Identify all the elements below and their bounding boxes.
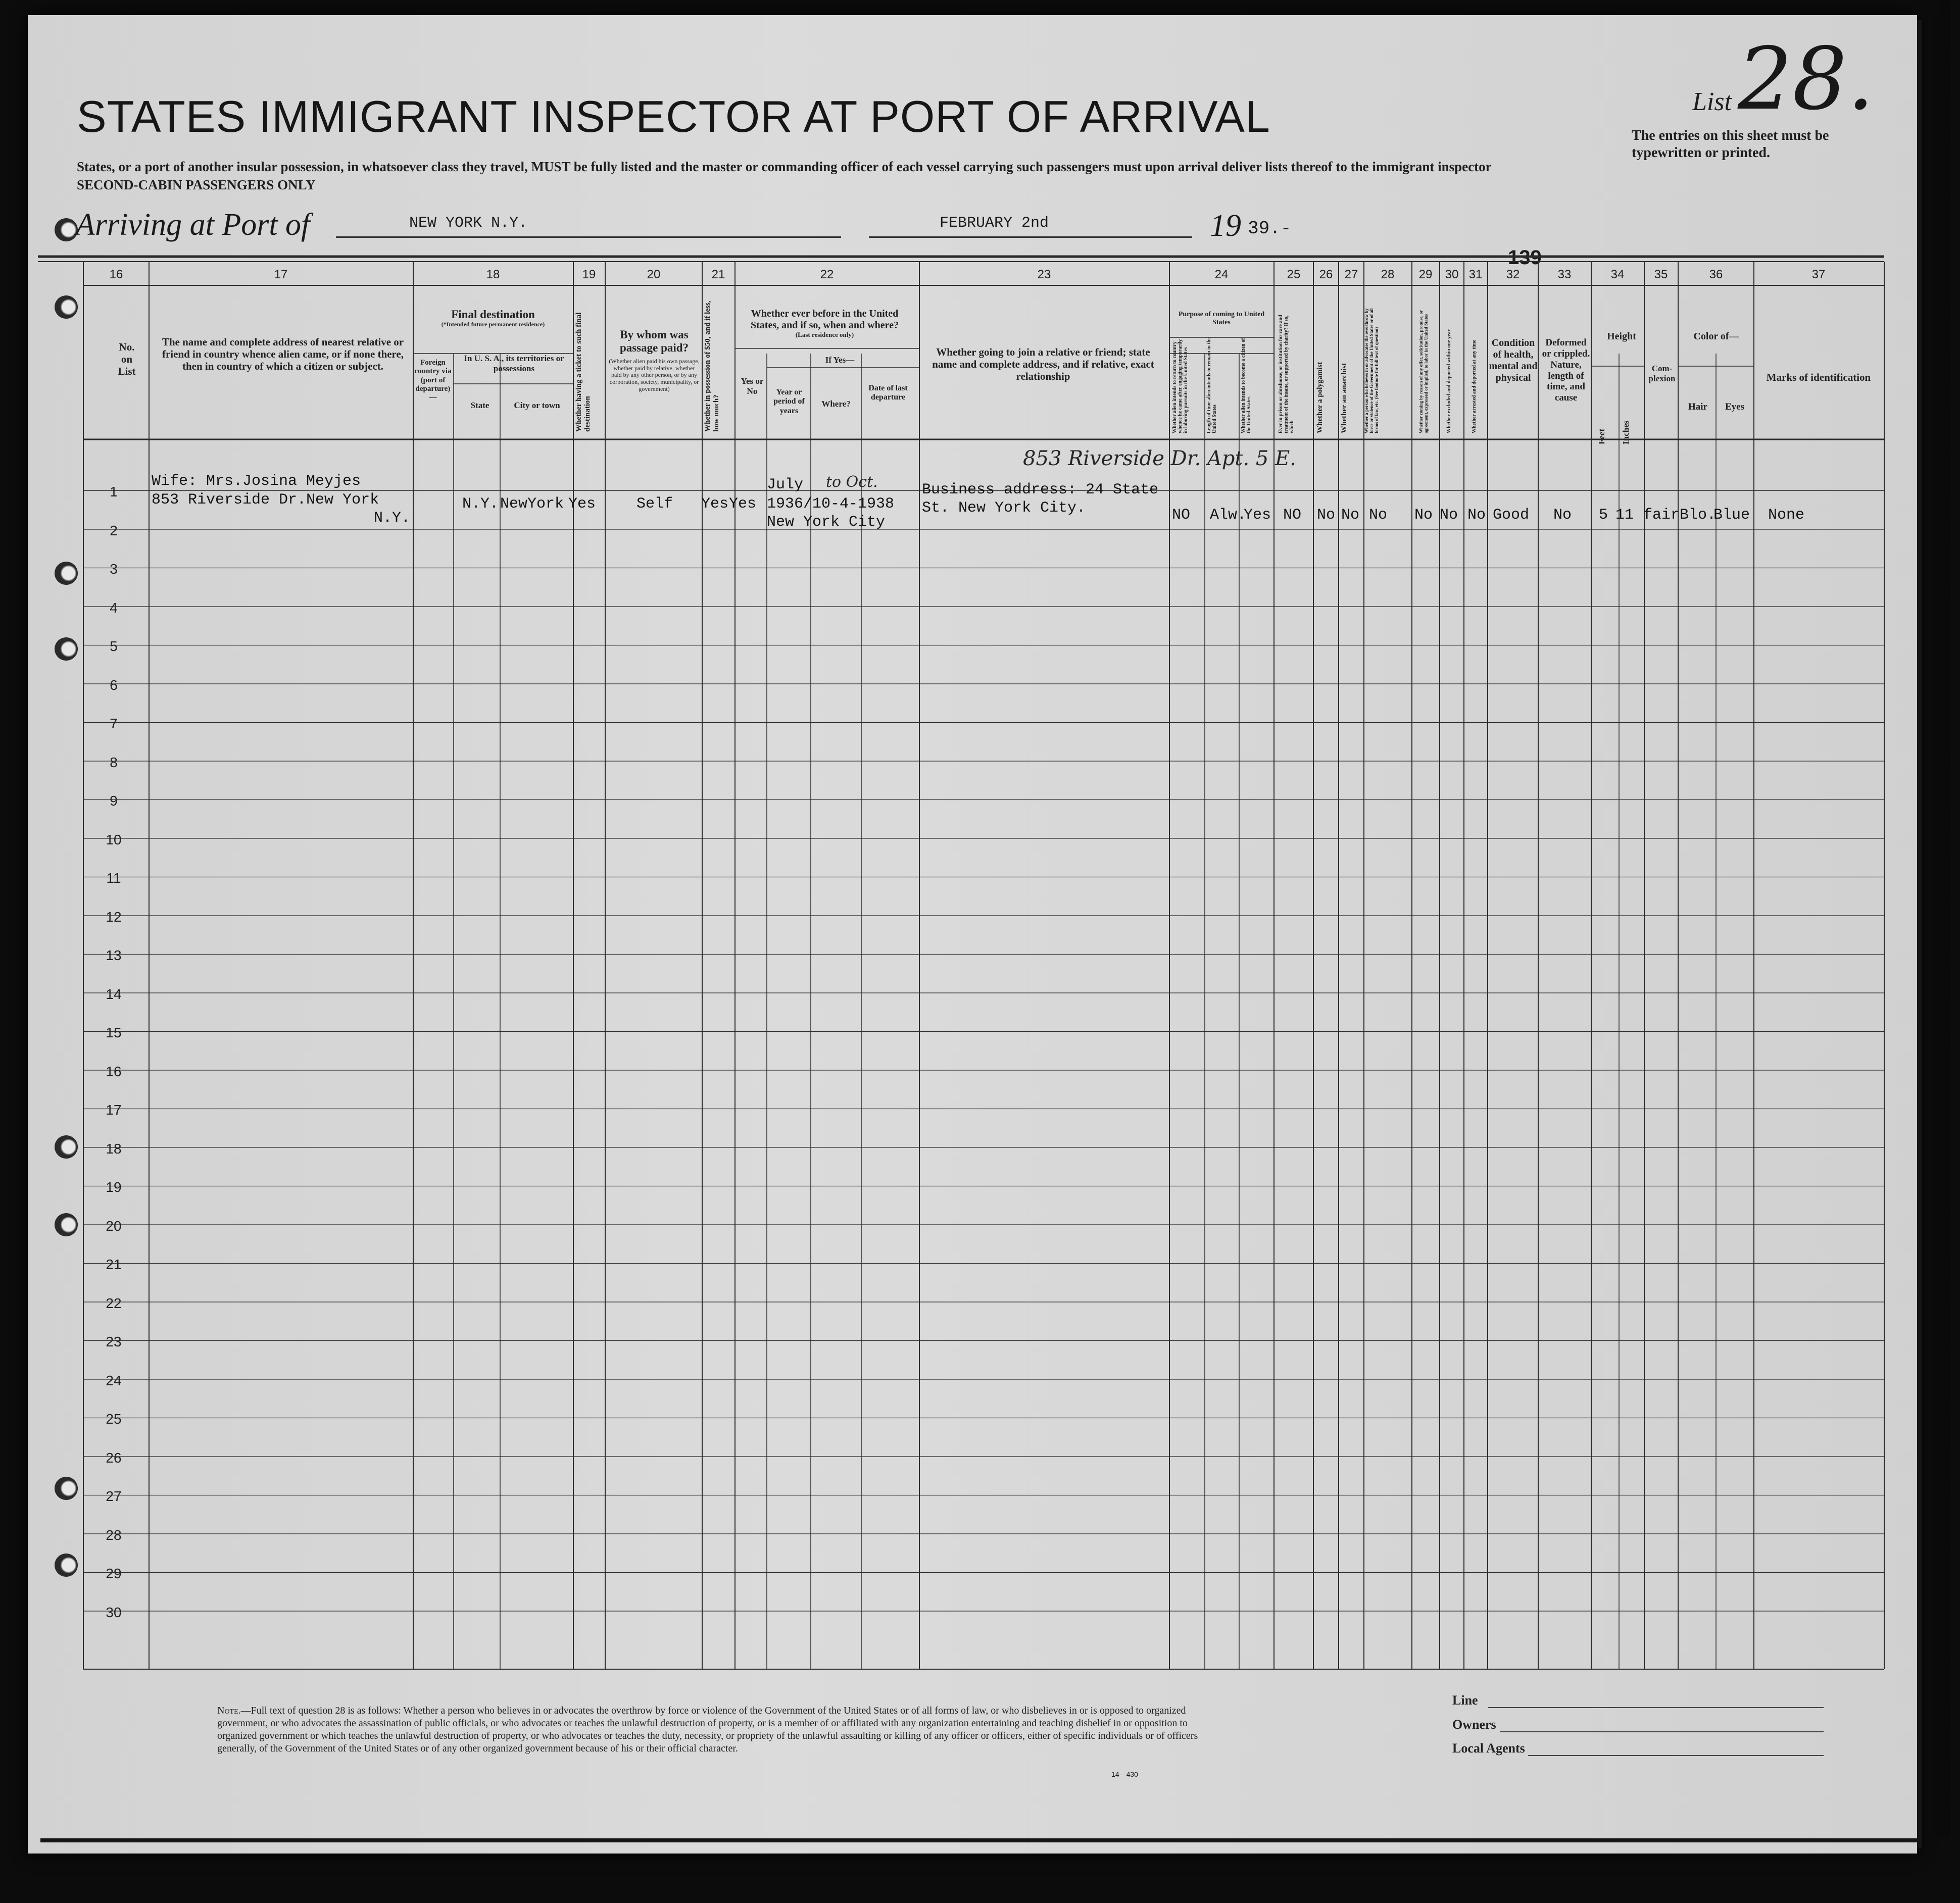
footnote-text: —Full text of question 28 is as follows: Whether a person who believes in or advocates the overthrow by force or violence of the Government of the United States or of all forms of law, or who disbelieves in or is opposed to organized government, or who advocates the assassination of public officials, or who advocates or teaches the unlawful destruction of property, or is a member of or affiliated with any organization entertaining and teaching disbelief in or opposition to organized government or which teaches the unlawful destruction of property, or who advocates or teaches the duty, necessity, or propriety of the unlawful assaulting or killing of any officer or officers, either of specific individuals or of officers generally, of the Government of the United States or of any other organized government because of his or their official character.: [217, 1705, 1198, 1754]
line-label: Line: [1452, 1693, 1478, 1708]
header-hair: Hair: [1688, 402, 1707, 412]
column-number: 16: [109, 268, 123, 281]
column-number: 29: [1418, 268, 1433, 281]
header-passage: [609, 328, 700, 393]
before-sub: (Last residence only): [795, 331, 854, 338]
row-number: 11: [106, 870, 121, 886]
row-number: 12: [106, 909, 122, 925]
entry-polygamist: No: [1317, 507, 1336, 524]
column-number: 20: [647, 268, 661, 281]
row-number: 18: [106, 1140, 122, 1157]
entry-join-2: St. New York City.: [922, 499, 1086, 517]
passage-sub: (Whether alien paid his own passage, whether paid by relative, whether paid by any other person, or by any corporation, society, municipality, or government): [609, 357, 700, 393]
row-number: 24: [106, 1372, 122, 1388]
row-number: 17: [106, 1102, 122, 1118]
row-number: 6: [110, 677, 118, 693]
header-polygamist: Whether a polygamist: [1316, 362, 1324, 433]
final-destination-sub: (*Intended future permanent residence): [441, 321, 545, 328]
year-value: 39.-: [1248, 218, 1292, 239]
row-number: 13: [106, 947, 122, 963]
header-if-yes: If Yes—: [825, 355, 855, 365]
year-prefix: 19: [1210, 209, 1241, 243]
header-no-on-list: No. on List: [118, 341, 136, 378]
column-number: 37: [1811, 268, 1826, 281]
header-deformed: Deformed or crippled. Nature, length of time, and cause: [1542, 337, 1590, 404]
column-number: 26: [1319, 268, 1333, 281]
row-number: 5: [110, 638, 118, 654]
handwritten-address: 853 Riverside Dr. Apt. 5 E.: [1023, 447, 1296, 470]
local-agents-field: [1528, 1755, 1824, 1756]
header-health: Condition of health, mental and physical: [1489, 337, 1538, 383]
column-number: 18: [486, 268, 500, 281]
handwritten-correction: to Oct.: [826, 473, 878, 491]
row-number: 3: [110, 561, 118, 577]
footnote-lead: Note.: [217, 1705, 241, 1716]
header-length-stay: Length of time alien intends to remain in the United States: [1206, 337, 1217, 433]
entry-prison: NO: [1283, 507, 1302, 524]
entry-before-year-1: July: [767, 476, 804, 493]
column-number: 30: [1445, 268, 1459, 281]
header-height: Height: [1607, 331, 1636, 342]
row-number: 29: [106, 1566, 122, 1581]
entry-citizen: Yes: [1244, 507, 1271, 524]
row-number: 14: [106, 986, 122, 1002]
header-prison: Ever in prison or almshouse, or institution for care and treatment of the insane, or supported by charity? If so, which: [1278, 315, 1295, 433]
header-in-usa: In U. S. A., its territories or possessions: [464, 354, 564, 373]
row-number: 27: [106, 1488, 122, 1504]
line-field: [1488, 1707, 1824, 1708]
second-cabin-label: SECOND-CABIN PASSENGERS ONLY: [77, 177, 316, 192]
column-number: 35: [1654, 268, 1668, 281]
header-complexion: Com-plexion: [1648, 364, 1676, 383]
header-marks: Marks of identification: [1766, 371, 1871, 383]
column-number: 34: [1610, 268, 1625, 281]
column-number: 24: [1214, 268, 1229, 281]
column-number: 21: [711, 268, 725, 281]
header-become-citizen: Whether alien intends to become a citizen of the United States: [1241, 338, 1252, 433]
film-frame-right: [1917, 20, 1922, 1848]
list-number: 28.: [1738, 29, 1875, 129]
header-anarchist: Whether an anarchist: [1340, 363, 1348, 433]
header-return: Whether alien intends to return to country whence he came after engaging temporarily in laboring pursuits in the United States: [1172, 339, 1189, 433]
entry-feet: 5: [1599, 507, 1608, 524]
list-label: List: [1692, 87, 1732, 116]
column-number: 31: [1468, 268, 1483, 281]
header-where: Where?: [821, 399, 851, 409]
footnote: [217, 1705, 1202, 1755]
film-frame-bottom: [40, 1838, 1920, 1842]
entry-before-yes: Yes: [729, 495, 757, 513]
entry-length: Alw.: [1210, 507, 1247, 524]
entry-state: N.Y.: [462, 495, 499, 513]
column-number: 17: [274, 268, 288, 281]
entry-overthrow: No: [1369, 507, 1388, 524]
relative-line-1: Wife: Mrs.Josina Meyjes: [152, 473, 361, 490]
header-excluded: Whether excluded and deported within one year: [1446, 329, 1452, 433]
header-before-in-us: [738, 308, 912, 339]
header-offer: Whether coming by reason of any offer, solicitation, promise, or agreement, expressed or implied, to labor in the United States: [1418, 310, 1429, 433]
row-number: 16: [106, 1063, 122, 1079]
arriving-label: Arriving at Port of: [76, 208, 310, 242]
relative-line-3: N.Y.: [374, 510, 411, 527]
row-number: 8: [110, 754, 118, 770]
header-inches: Inches: [1621, 420, 1631, 444]
row-number: 30: [106, 1604, 122, 1620]
header-eyes: Eyes: [1725, 402, 1744, 412]
column-number: 25: [1287, 268, 1301, 281]
header-money: Whether in possession of $50, and if less, how much?: [704, 301, 720, 432]
header-overthrow: Whether a person who believes in or advocates the overthrow by force or violence of the Government of the United States or of all forms of law, etc. (See footnote for full text of question): [1364, 308, 1379, 433]
row-number: 4: [110, 599, 118, 616]
header-date-departure: Date of last departure: [868, 384, 908, 402]
header-ticket: Whether having a ticket to such final destination: [575, 312, 592, 432]
row-number: 7: [110, 716, 118, 731]
header-feet: Feet: [1597, 428, 1606, 444]
row-number: 28: [106, 1527, 122, 1543]
entry-marks: None: [1768, 507, 1805, 524]
relative-line-2: 853 Riverside Dr.New York: [152, 491, 379, 509]
row-number: 23: [106, 1334, 122, 1349]
column-number: 19: [582, 268, 596, 281]
column-number: 27: [1344, 268, 1358, 281]
form-number: 14—430: [1111, 1770, 1138, 1778]
header-final-destination: [415, 308, 571, 328]
row-number: 20: [106, 1218, 122, 1234]
row-number: 1: [110, 484, 118, 499]
entry-ticket: Yes: [568, 495, 596, 513]
page-number: 139: [1508, 246, 1542, 269]
final-destination-label: Final destination: [451, 308, 535, 321]
column-number: 32: [1506, 268, 1520, 281]
header-state: State: [470, 400, 489, 410]
row-number: 15: [106, 1025, 122, 1040]
header-join-relative: Whether going to join a relative or friend; state name and complete address, and if relative, exact relationship: [932, 346, 1154, 383]
row-number: 9: [110, 793, 118, 809]
row-number: 21: [106, 1257, 122, 1272]
entry-before-where: New York City: [767, 514, 886, 531]
entry-deformed: No: [1553, 507, 1572, 524]
entry-before-year-2: 1936/10-4-1938: [767, 495, 895, 513]
entry-money: Yes: [701, 495, 729, 513]
entry-return: NO: [1172, 507, 1191, 524]
instruction-text: States, or a port of another insular possession, in whatsoever class they travel, MUST be fully listed and the master or commanding officer of each vessel carrying such passengers must upon arrival deliver lists thereof to the immigrant inspector: [77, 159, 1492, 174]
row-number: 2: [110, 522, 118, 538]
column-number: 33: [1557, 268, 1572, 281]
header-year-period: Year or period of years: [773, 388, 805, 415]
column-number: 22: [820, 268, 834, 281]
row-number: 25: [106, 1411, 122, 1427]
column-number: 28: [1381, 268, 1395, 281]
header-arrested: Whether arrested and deported at any time: [1472, 339, 1477, 433]
entry-arrested: No: [1467, 507, 1486, 524]
entry-complexion: fair: [1643, 507, 1680, 524]
row-number: 19: [106, 1179, 122, 1195]
owners-label: Owners: [1452, 1717, 1496, 1732]
entry-excluded: No: [1440, 507, 1458, 524]
header-relative-address: The name and complete address of nearest relative or friend in country whence alien came, or if none there, then in country of which a citizen or subject.: [162, 336, 404, 373]
typewritten-notice: The entries on this sheet must be typewritten or printed.: [1632, 128, 1829, 161]
local-agents-label: Local Agents: [1452, 1741, 1525, 1756]
row-number: 22: [106, 1295, 122, 1311]
entry-inches: 11: [1615, 507, 1634, 524]
passage-label: By whom was passage paid?: [619, 328, 689, 355]
column-number: 36: [1709, 268, 1723, 281]
before-label: Whether ever before in the United States, and if so, when and where?: [751, 308, 899, 331]
column-number: 23: [1037, 268, 1051, 281]
owners-field: [1500, 1731, 1824, 1732]
entry-health: Good: [1493, 507, 1530, 524]
header-color-of: Color of—: [1693, 331, 1739, 342]
entry-anarchist: No: [1341, 507, 1360, 524]
header-city: City or town: [514, 400, 560, 410]
row-number: 10: [106, 831, 122, 847]
entry-city: NewYork: [500, 495, 564, 513]
header-foreign-country: Foreign country via (port of departure)—: [414, 359, 452, 402]
entry-join-1: Business address: 24 State: [922, 481, 1159, 498]
header-yes-no: Yes or No: [741, 376, 764, 396]
entry-hair: Blo.: [1680, 507, 1717, 524]
row-number: 26: [106, 1449, 122, 1466]
entry-passage: Self: [636, 495, 673, 513]
header-purpose: Purpose of coming to United States: [1178, 311, 1265, 327]
port-value: NEW YORK N.Y.: [409, 215, 528, 232]
entry-offer: No: [1414, 507, 1433, 524]
entry-eyes: Blue: [1713, 507, 1750, 524]
page-title: STATES IMMIGRANT INSPECTOR AT PORT OF ARRIVAL: [77, 91, 1270, 141]
date-value: FEBRUARY 2nd: [940, 215, 1049, 232]
